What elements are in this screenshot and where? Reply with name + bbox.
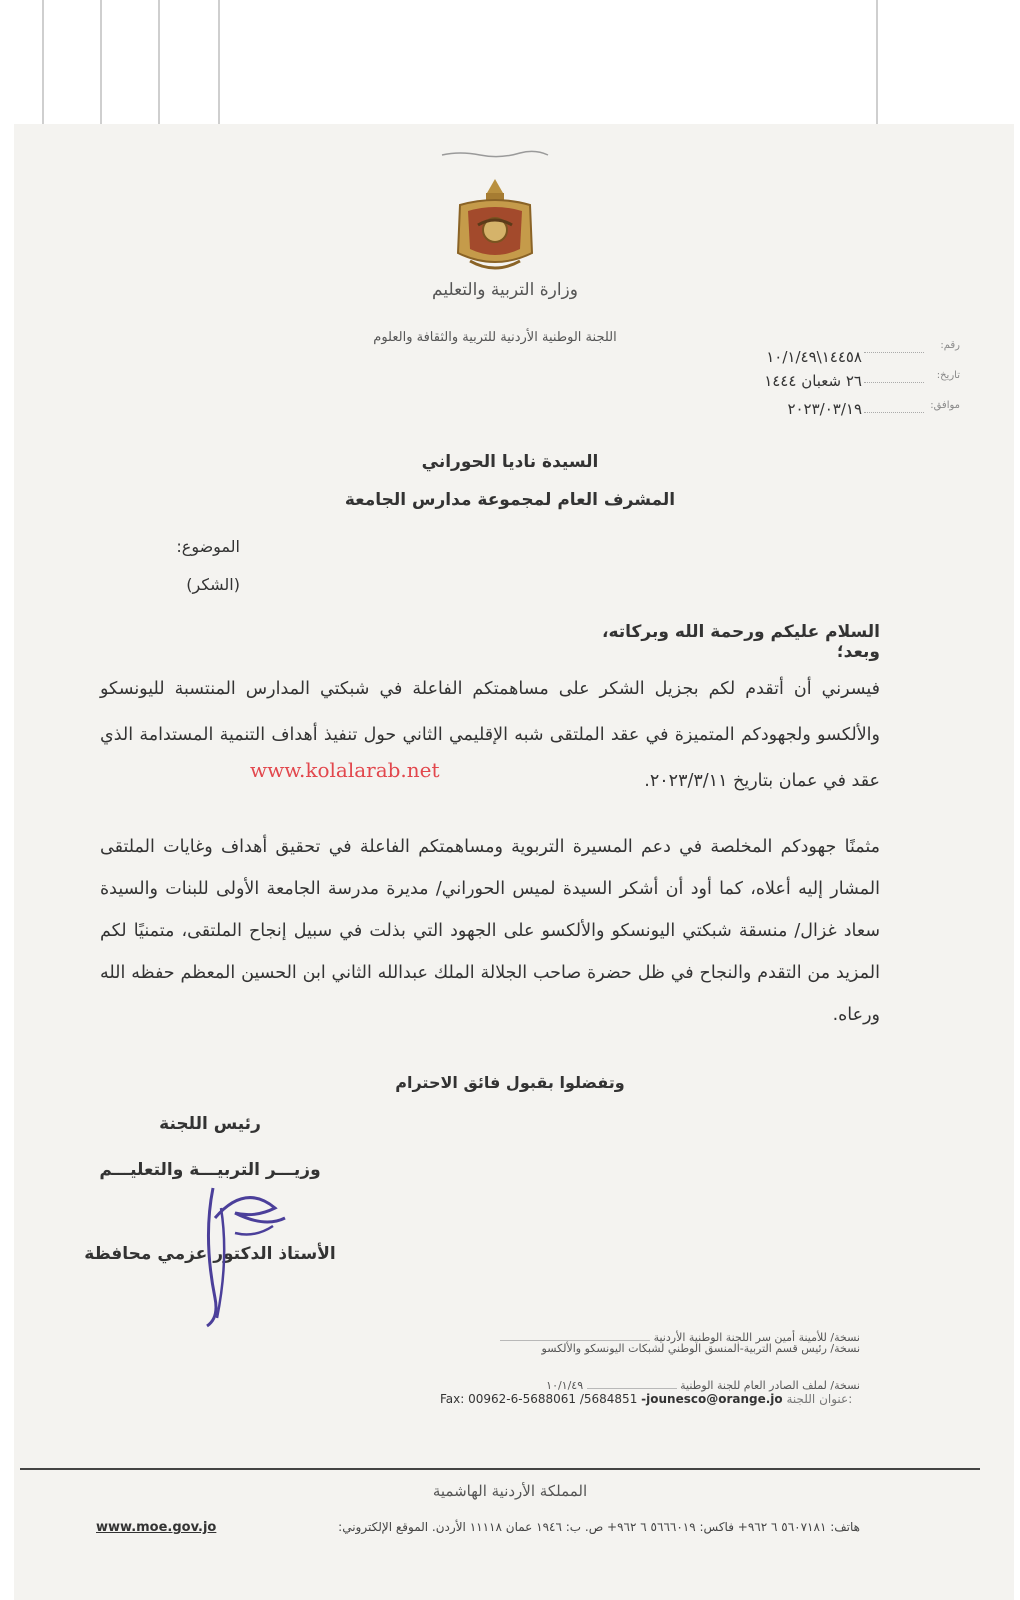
handwritten-signature — [185, 1178, 305, 1328]
copy-line-1: نسخة/ للأمينة أمين سر اللجنة الوطنية الأردنية — [260, 1318, 860, 1344]
reference-number-label: رقم: — [940, 340, 960, 351]
copy-line-3: نسخة/ لملف الصادر العام للجنة الوطنية ١٠/١/٤٩ — [260, 1366, 860, 1392]
fax-numbers: Fax: 00962-6-5688061 /5684851 — [440, 1392, 638, 1406]
signature-position: وزيـــر التربيـــة والتعليـــم — [99, 1160, 321, 1180]
footer-divider — [20, 1468, 980, 1470]
watermark-url: www.kolalarab.net — [250, 758, 440, 782]
closing-line: وتفضلوا بقبول فائق الاحترام — [395, 1073, 625, 1092]
gregorian-date: ٢٠٢٣/٠٣/١٩ — [787, 400, 862, 418]
subject-label: الموضوع: — [176, 537, 240, 556]
header-scribble — [440, 143, 550, 163]
website-link[interactable]: www.moe.gov.jo — [96, 1520, 217, 1535]
reference-number-row — [700, 340, 960, 366]
copy-ref-number: ١٠/١/٤٩ — [546, 1379, 584, 1392]
committee-name: اللجنة الوطنية الأردنية للتربية والثقافة والعلوم — [373, 330, 617, 345]
recipient-name: السيدة ناديا الحوراني — [421, 452, 599, 472]
body-paragraph-2: مثمنًا جهودكم المخلصة في دعم المسيرة التربوية ومساهمتكم الفاعلة في تحقيق أهداف وغايات الملتقى المشار إليه أعلاه، كما أود أن أشكر السيدة لميس الحوراني/ مديرة مدرسة الجامعة الأولى للبنات والسيدة سعاد غزال/ منسقة شبكتي اليونسكو والألكسو على الجهود التي بذلت في سبيل إنجاح الملتقى، متمنيًا لكم المزيد من التقدم والنجاح في ظل حضرة صاحب الجلالة الملك عبدالله الثاني ابن الحسين المعظم حفظه الله ورعاه. — [100, 837, 880, 1025]
committee-email: -jounesco@orange.jo — [641, 1392, 783, 1406]
signature-name: الأستاذ الدكتور عزمي محافظة — [84, 1244, 336, 1264]
reference-number: ١٤٤٥٨\١٠/١/٤٩ — [766, 348, 862, 366]
kingdom-name: المملكة الأردنية الهاشمية — [432, 1482, 588, 1500]
binder-line — [158, 0, 160, 128]
hijri-date: ٢٦ شعبان ١٤٤٤ — [764, 372, 862, 390]
reference-date-label: تاريخ: — [936, 370, 960, 381]
binder-line — [100, 0, 102, 128]
reference-gregorian-label: موافق: — [930, 400, 960, 411]
reference-date-row — [700, 370, 960, 392]
reference-dots — [864, 370, 924, 383]
ministry-name: وزارة التربية والتعليم — [432, 280, 578, 300]
greeting: السلام عليكم ورحمة الله وبركاته، وبعد؛ — [602, 622, 880, 662]
signature-role: رئيس اللجنة — [159, 1114, 261, 1134]
reference-dots — [864, 340, 924, 353]
body-paragraph-1: فيسرني أن أتقدم لكم بجزيل الشكر على مساهمتكم الفاعلة في شبكتي المدارس المنتسبة لليونسكو والألكسو ولجهودكم المتميزة في عقد الملتقى شبه الإقليمي الثاني حول تنفيذ أهداف التنمية المستدامة الذي عقد في عمان بتاريخ ٢٠٢٣/٣/١١. — [100, 679, 880, 791]
subject-value: (الشكر) — [186, 575, 240, 594]
reference-dots — [864, 400, 924, 413]
binder-line — [218, 0, 220, 128]
jordan-coat-of-arms-emblem — [450, 175, 540, 280]
binder-line — [876, 0, 878, 128]
recipient-title: المشرف العام لمجموعة مدارس الجامعة — [344, 490, 676, 510]
reference-gregorian-row — [700, 400, 960, 422]
binder-line — [42, 0, 44, 128]
footer-contact: هاتف: ٥٦٠٧١٨١ ٦ ٩٦٢+ فاكس: ٥٦٦٦٠١٩ ٦ ٩٦٢+ ص. ب: ١٩٤٦ عمان ١١١١٨ الأردن. الموقع الإلكتروني: — [338, 1520, 860, 1534]
committee-address-label: عنوان اللجنة: — [786, 1392, 853, 1406]
committee-address-line — [440, 1392, 870, 1406]
copy-line-2: نسخة/ رئيس قسم التربية-المنسق الوطني لشبكات اليونسكو والألكسو — [541, 1342, 860, 1355]
